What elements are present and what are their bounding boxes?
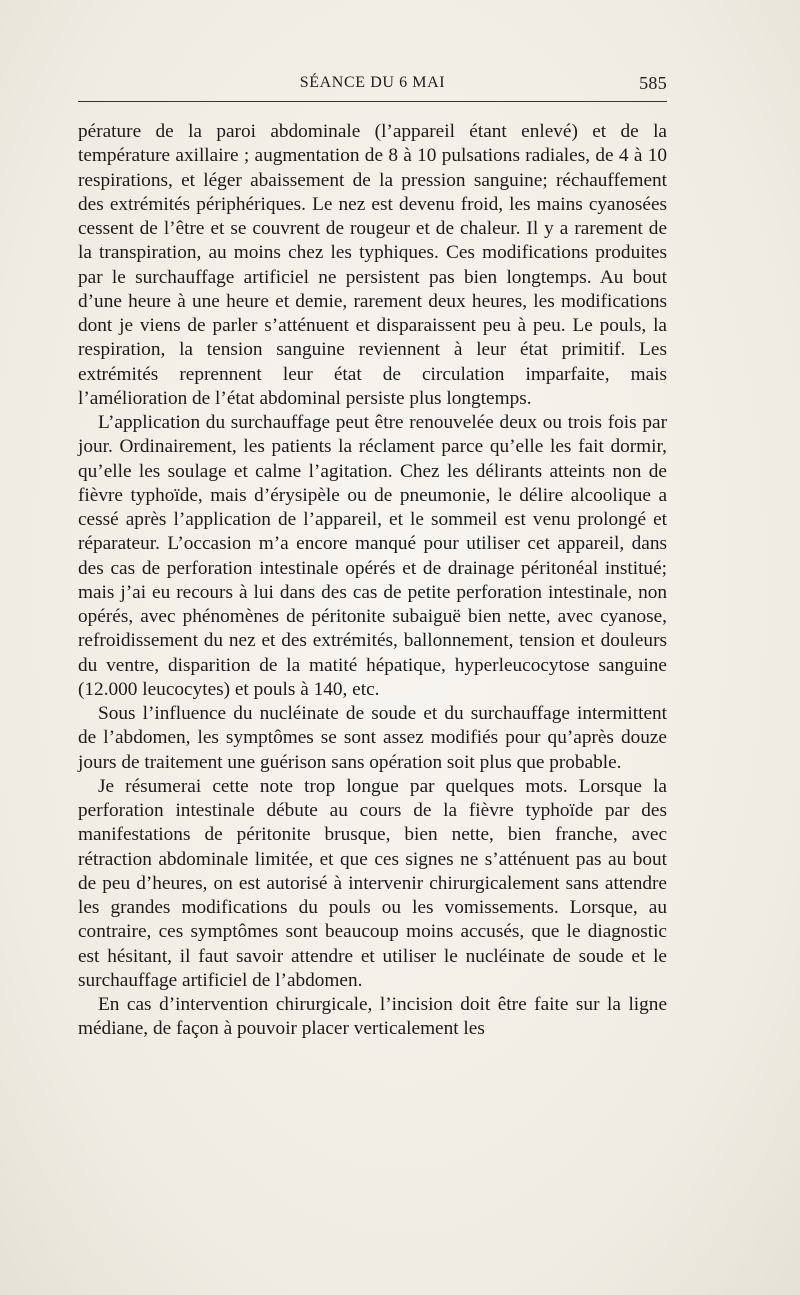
- page-number: 585: [639, 73, 667, 93]
- paragraph-3: Sous l’influence du nucléinate de soude et du surchauffage intermittent de l’abdomen, les symptômes se sont assez modifiés pour qu’après douze jours de traitement une guérison sans opération soit plus que probable.: [78, 703, 667, 773]
- paragraph-5: En cas d’intervention chirurgicale, l’incision doit être faite sur la ligne médiane, de façon à pouvoir placer verticalement les: [78, 994, 667, 1040]
- page-header: [78, 70, 667, 98]
- header-rule: [78, 101, 667, 102]
- paragraph-1: pérature de la paroi abdominale (l’appareil étant enlevé) et de la température axillaire ; augmentation de 8 à 10 pulsations radiales, de 4 à 10 respirations, et léger abaissement de la pression sanguine; réchauffement des extrémités périphériques. Le nez est devenu froid, les mains cyanosées cessent de l’être et se couvrent de rougeur et de chaleur. Il y a rarement de la transpiration, au moins chez les typhiques. Ces modifications produites par le surchauffage artificiel ne persistent pas bien longtemps. Au bout d’une heure à une heure et demie, rarement deux heures, les modifications dont je viens de parler s’atténuent et disparaissent peu à peu. Le pouls, la respiration, la tension sanguine reviennent à leur état primitif. Les extrémités reprennent leur état de circulation imparfaite, mais l’amélioration de l’état abdominal persiste plus longtemps.: [78, 121, 667, 409]
- paragraph-4: Je résumerai cette note trop longue par quelques mots. Lorsque la perforation intestinale débute au cours de la fièvre typhoïde par des manifestations de péritonite brusque, bien nette, bien franche, avec rétraction abdominale limitée, et que ces signes ne s’atténuent pas au bout de peu d’heures, on est autorisé à intervenir chirurgicalement sans attendre les grandes modifications du pouls ou les vomissements. Lorsque, au contraire, ces symptômes sont beaucoup moins accusés, que le diagnostic est hésitant, il faut savoir attendre et utiliser le nucléinate de soude et le surchauffage artificiel de l’abdomen.: [78, 775, 667, 991]
- paragraph-2: L’application du surchauffage peut être renouvelée deux ou trois fois par jour. Ordinairement, les patients la réclament parce qu’elle les fait dormir, qu’elle les soulage et calme l’agitation. Chez les délirants atteints non de fièvre typhoïde, mais d’érysipèle ou de pneumonie, le délire alcoolique a cessé après l’application de l’appareil, et le sommeil est venu prolongé et réparateur. L’occasion m’a encore manqué pour utiliser cet appareil, dans des cas de perforation intestinale opérés et de drainage péritonéal institué; mais j’ai eu recours à lui dans des cas de petite perforation intestinale, non opérés, avec phénomènes de péritonite subaiguë bien nette, avec cyanose, refroidissement du nez et des extrémités, ballonnement, tension et douleurs du ventre, disparition de la matité hépatique, hyperleucocytose sanguine (12.000 leucocytes) et pouls à 140, etc.: [78, 412, 667, 700]
- body-text: [78, 120, 667, 1042]
- running-head: SÉANCE DU 6 MAI: [299, 74, 446, 91]
